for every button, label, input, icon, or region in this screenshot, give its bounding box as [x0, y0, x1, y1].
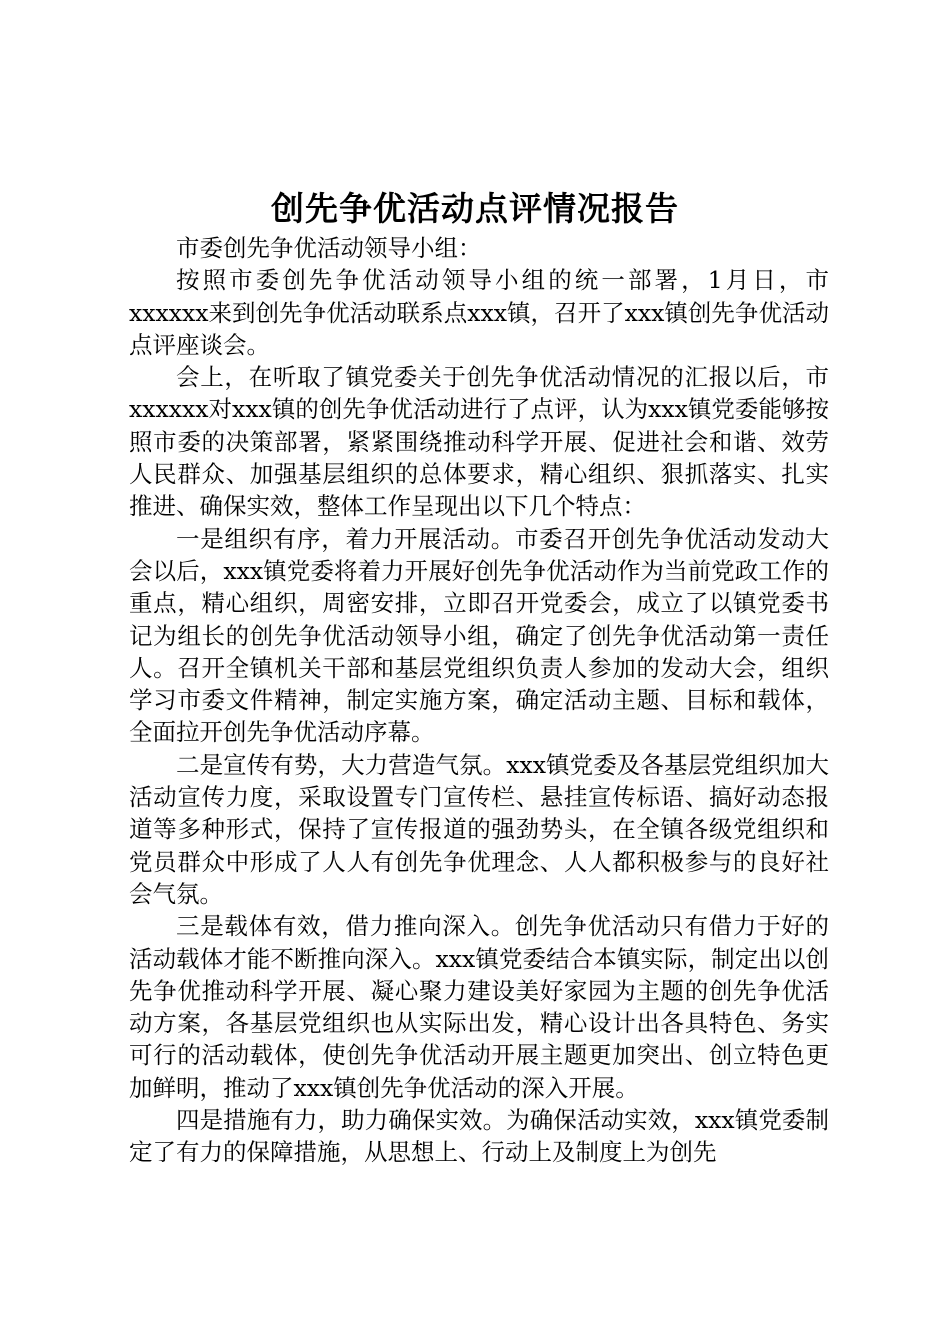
- paragraph: 一是组织有序，着力开展活动。市委召开创先争优活动发动大会以后，xxx镇党委将着力开展好创先争优活动作为当前党政工作的重点，精心组织，周密安排，立即召开党委会，成立了以镇党委书记为组长的创先争优活动领导小组，确定了创先争优活动第一责任人。召开全镇机关干部和基层党组织负责人参加的发动大会，组织学习市委文件精神，制定实施方案，确定活动主题、目标和载体，全面拉开创先争优活动序幕。: [129, 524, 829, 747]
- paragraph: 按照市委创先争优活动领导小组的统一部署，1月日，市xxxxxx来到创先争优活动联系点xxx镇，召开了xxx镇创先争优活动点评座谈会。: [129, 266, 829, 359]
- paragraph: 会上，在听取了镇党委关于创先争优活动情况的汇报以后，市xxxxxx对xxx镇的创先争优活动进行了点评，认为xxx镇党委能够按照市委的决策部署，紧紧围绕推动科学开展、促进社会和谐、效劳人民群众、加强基层组织的总体要求，精心组织、狠抓落实、扎实推进、确保实效，整体工作呈现出以下几个特点：: [129, 363, 829, 521]
- document-title: 创先争优活动点评情况报告: [271, 189, 679, 228]
- document-body: [129, 232, 829, 1169]
- paragraph: 四是措施有力，助力确保实效。为确保活动实效，xxx镇党委制定了有力的保障措施，从思想上、行动上及制度上为创先: [129, 1106, 829, 1167]
- paragraph: 二是宣传有势，大力营造气氛。xxx镇党委及各基层党组织加大活动宣传力度，采取设置专门宣传栏、悬挂宣传标语、搞好动态报道等多种形式，保持了宣传报道的强劲势头，在全镇各级党组织和党员群众中形成了人人有创先争优理念、人人都积极参与的良好社会气氛。: [129, 750, 829, 908]
- paragraph: 三是载体有效，借力推向深入。创先争优活动只有借力于好的活动载体才能不断推向深入。xxx镇党委结合本镇实际，制定出以创先争优推动科学开展、凝心聚力建设美好家园为主题的创先争优活动方案，各基层党组织也从实际出发，精心设计出各具特色、务实可行的活动载体，使创先争优活动开展主题更加突出、创立特色更加鲜明，推动了xxx镇创先争优活动的深入开展。: [129, 912, 829, 1102]
- salutation: 市委创先争优活动领导小组：: [176, 234, 482, 262]
